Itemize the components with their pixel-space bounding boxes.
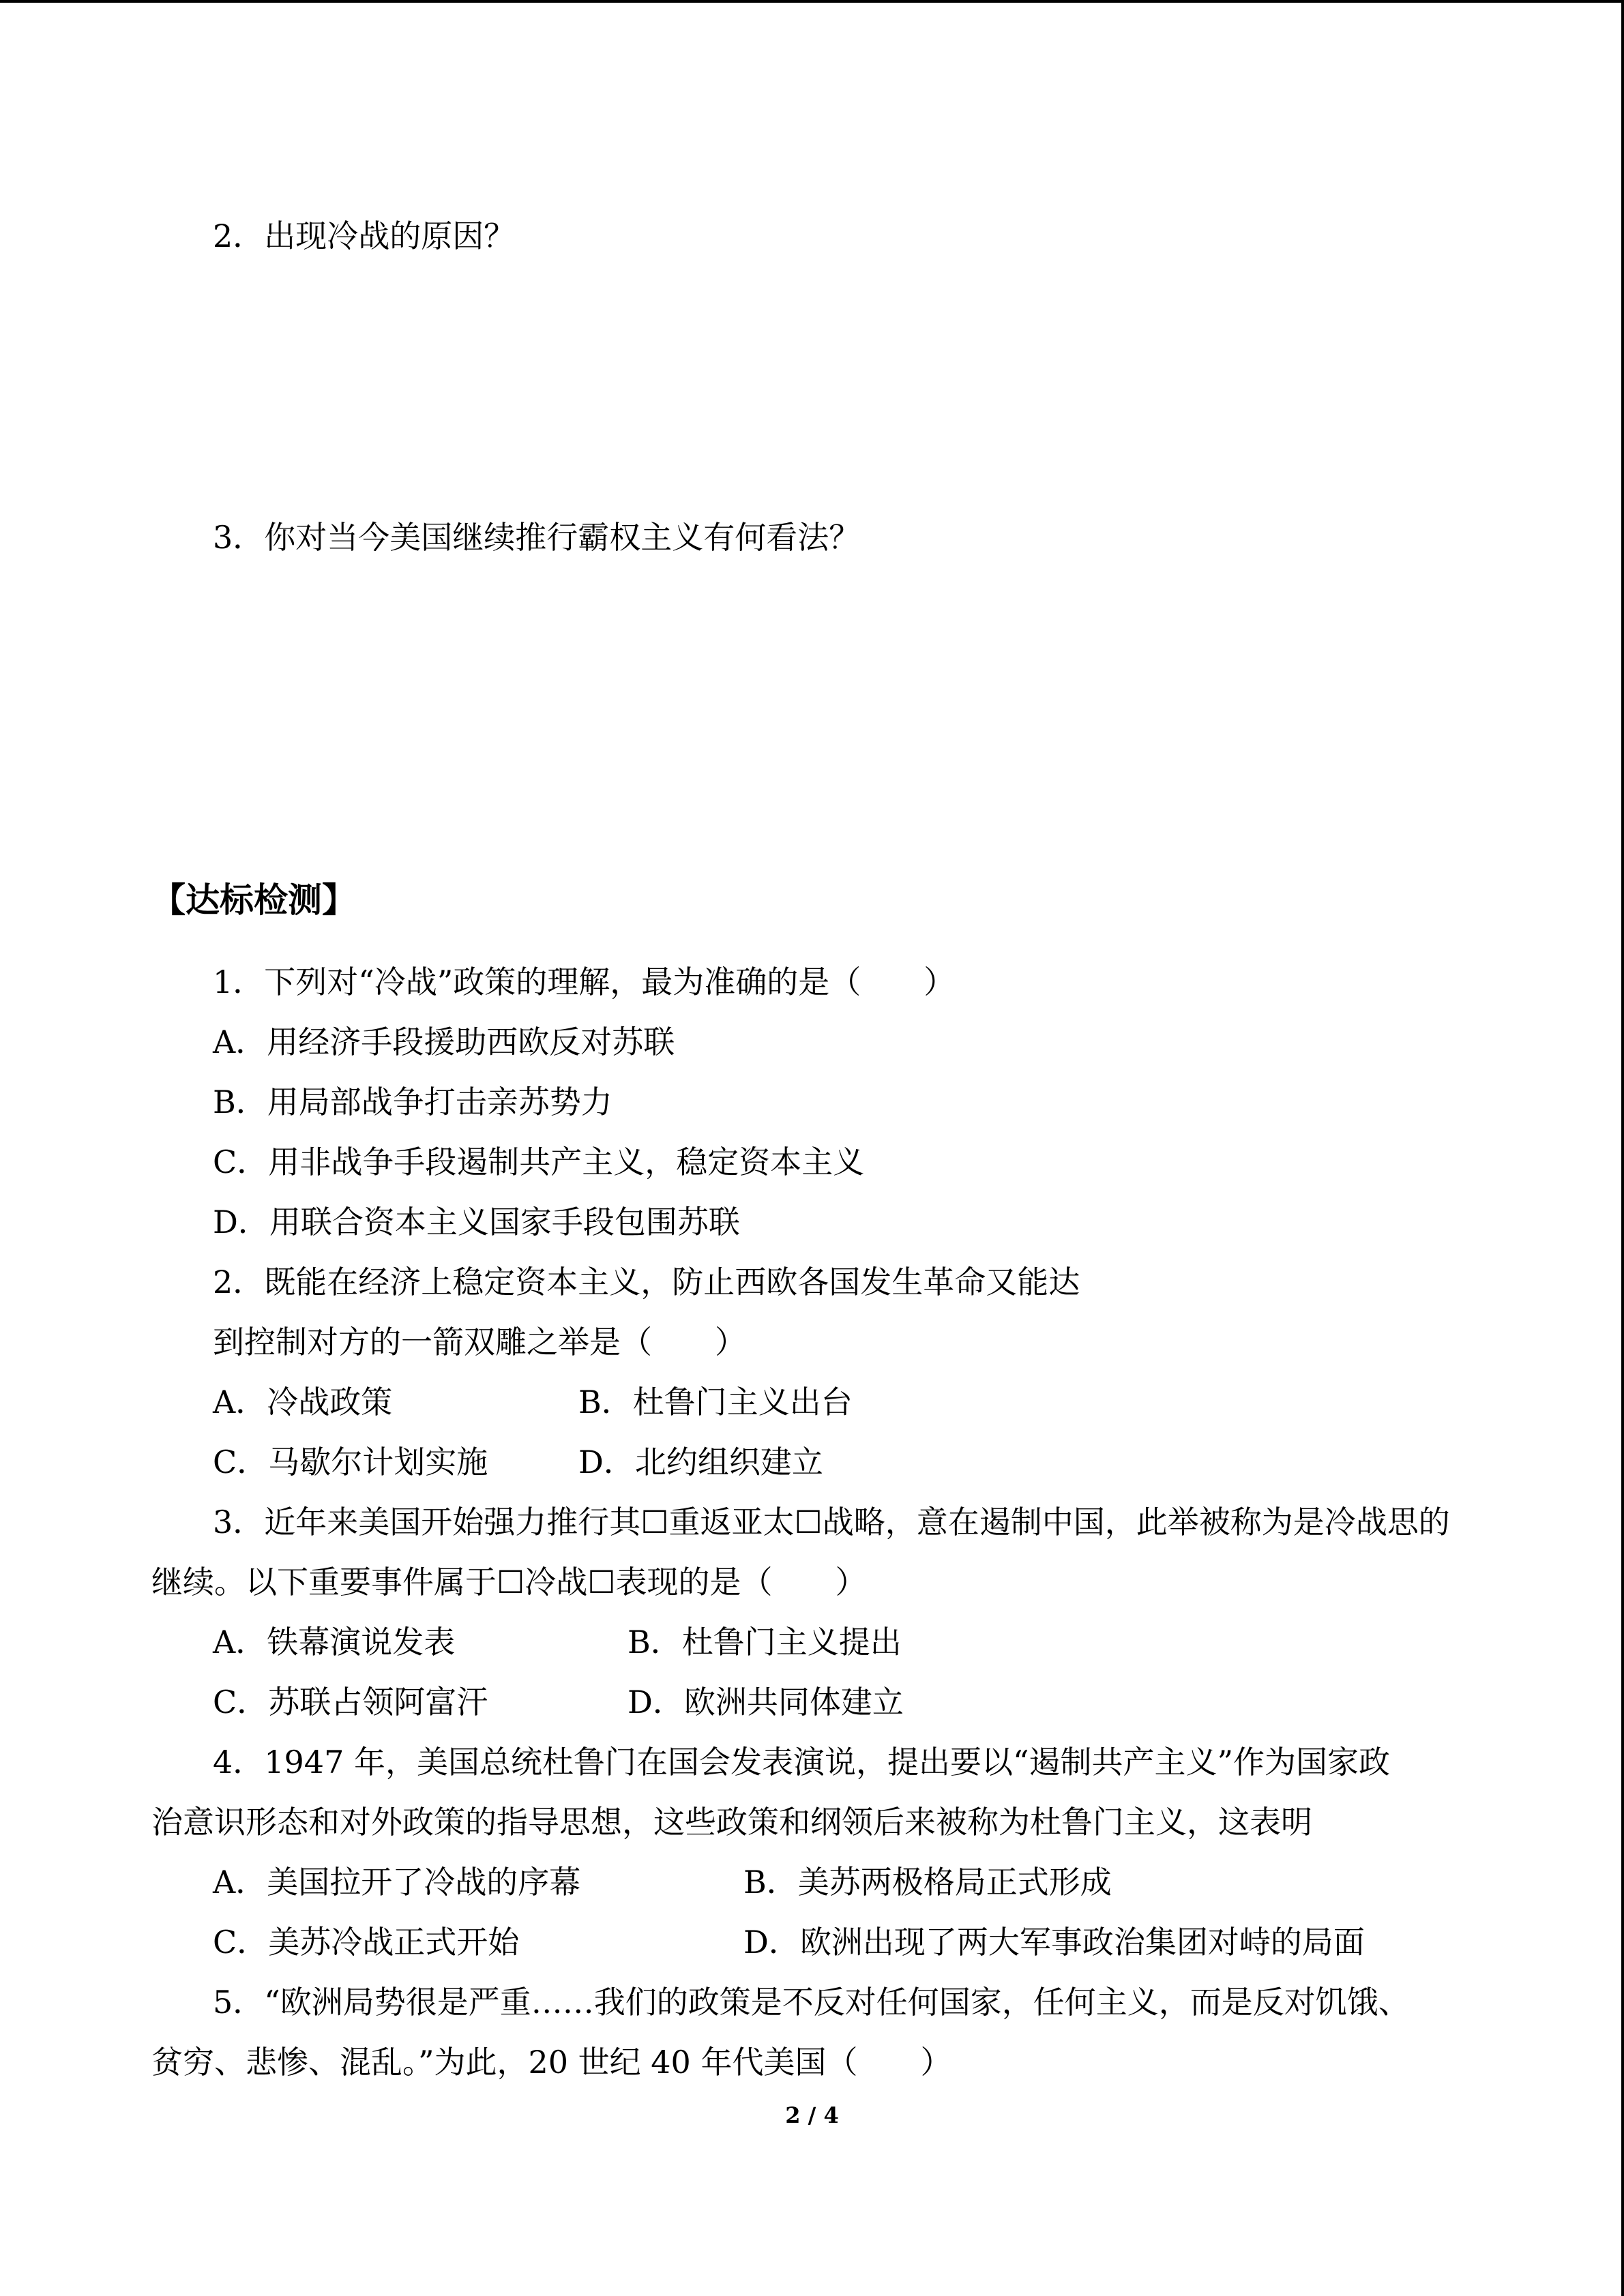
question-2-stem-line-2: 到控制对方的一箭双雕之举是（ ）	[213, 1324, 746, 1360]
question-2-option-c: C．马歇尔计划实施	[213, 1444, 488, 1480]
question-3-stem-line-1: 3．近年来美国开始强力推行其☐重返亚太☐战略，意在遏制中国，此举被称为是冷战思的	[213, 1504, 1450, 1540]
question-3-option-b: B．杜鲁门主义提出	[628, 1624, 902, 1660]
question-3-stem-line-2: 继续。以下重要事件属于☐冷战☐表现的是（ ）	[151, 1564, 867, 1600]
question-1-stem: 1．下列对“冷战”政策的理解，最为准确的是（ ）	[213, 964, 956, 1000]
question-1-option-b: B．用局部战争打击亲苏势力	[213, 1084, 612, 1120]
question-1-option-c: C．用非战争手段遏制共产主义，稳定资本主义	[213, 1144, 865, 1180]
page-border-top	[0, 0, 1624, 3]
question-2-option-d: D．北约组织建立	[578, 1444, 823, 1480]
question-3-option-a: A．铁幕演说发表	[213, 1624, 456, 1660]
question-4-stem-line-1: 4．1947 年，美国总统杜鲁门在国会发表演说，提出要以“遏制共产主义”作为国家政	[213, 1744, 1390, 1780]
question-4-option-d: D．欧洲出现了两大军事政治集团对峙的局面	[743, 1924, 1365, 1960]
question-3-option-d: D．欧洲共同体建立	[628, 1684, 904, 1720]
reflection-question-3: 3．你对当今美国继续推行霸权主义有何看法？	[213, 519, 861, 556]
reflection-question-2: 2．出现冷战的原因？	[213, 218, 516, 254]
question-1-option-a: A．用经济手段援助西欧反对苏联	[213, 1024, 675, 1060]
page-number: 2 / 4	[785, 2102, 839, 2128]
question-4-option-a: A．美国拉开了冷战的序幕	[213, 1864, 581, 1900]
section-title: 【达标检测】	[151, 880, 356, 920]
page-border-right	[1621, 0, 1624, 2296]
question-2-option-a: A．冷战政策	[213, 1384, 393, 1420]
question-4-option-c: C．美苏冷战正式开始	[213, 1924, 520, 1960]
question-2-stem-line-1: 2．既能在经济上稳定资本主义，防止西欧各国发生革命又能达	[213, 1264, 1080, 1300]
question-5-stem-line-2: 贫穷、悲惨、混乱。”为此，20 世纪 40 年代美国（ ）	[151, 2044, 952, 2081]
question-5-stem-line-1: 5．“欧洲局势很是严重……我们的政策是不反对任何国家，任何主义，而是反对饥饿、	[213, 1984, 1410, 2021]
question-4-option-b: B．美苏两极格局正式形成	[743, 1864, 1112, 1900]
question-4-stem-line-2: 治意识形态和对外政策的指导思想，这些政策和纲领后来被称为杜鲁门主义，这表明	[151, 1804, 1312, 1840]
question-2-option-b: B．杜鲁门主义出台	[578, 1384, 853, 1420]
question-1-option-d: D．用联合资本主义国家手段包围苏联	[213, 1204, 740, 1240]
question-3-option-c: C．苏联占领阿富汗	[213, 1684, 488, 1720]
